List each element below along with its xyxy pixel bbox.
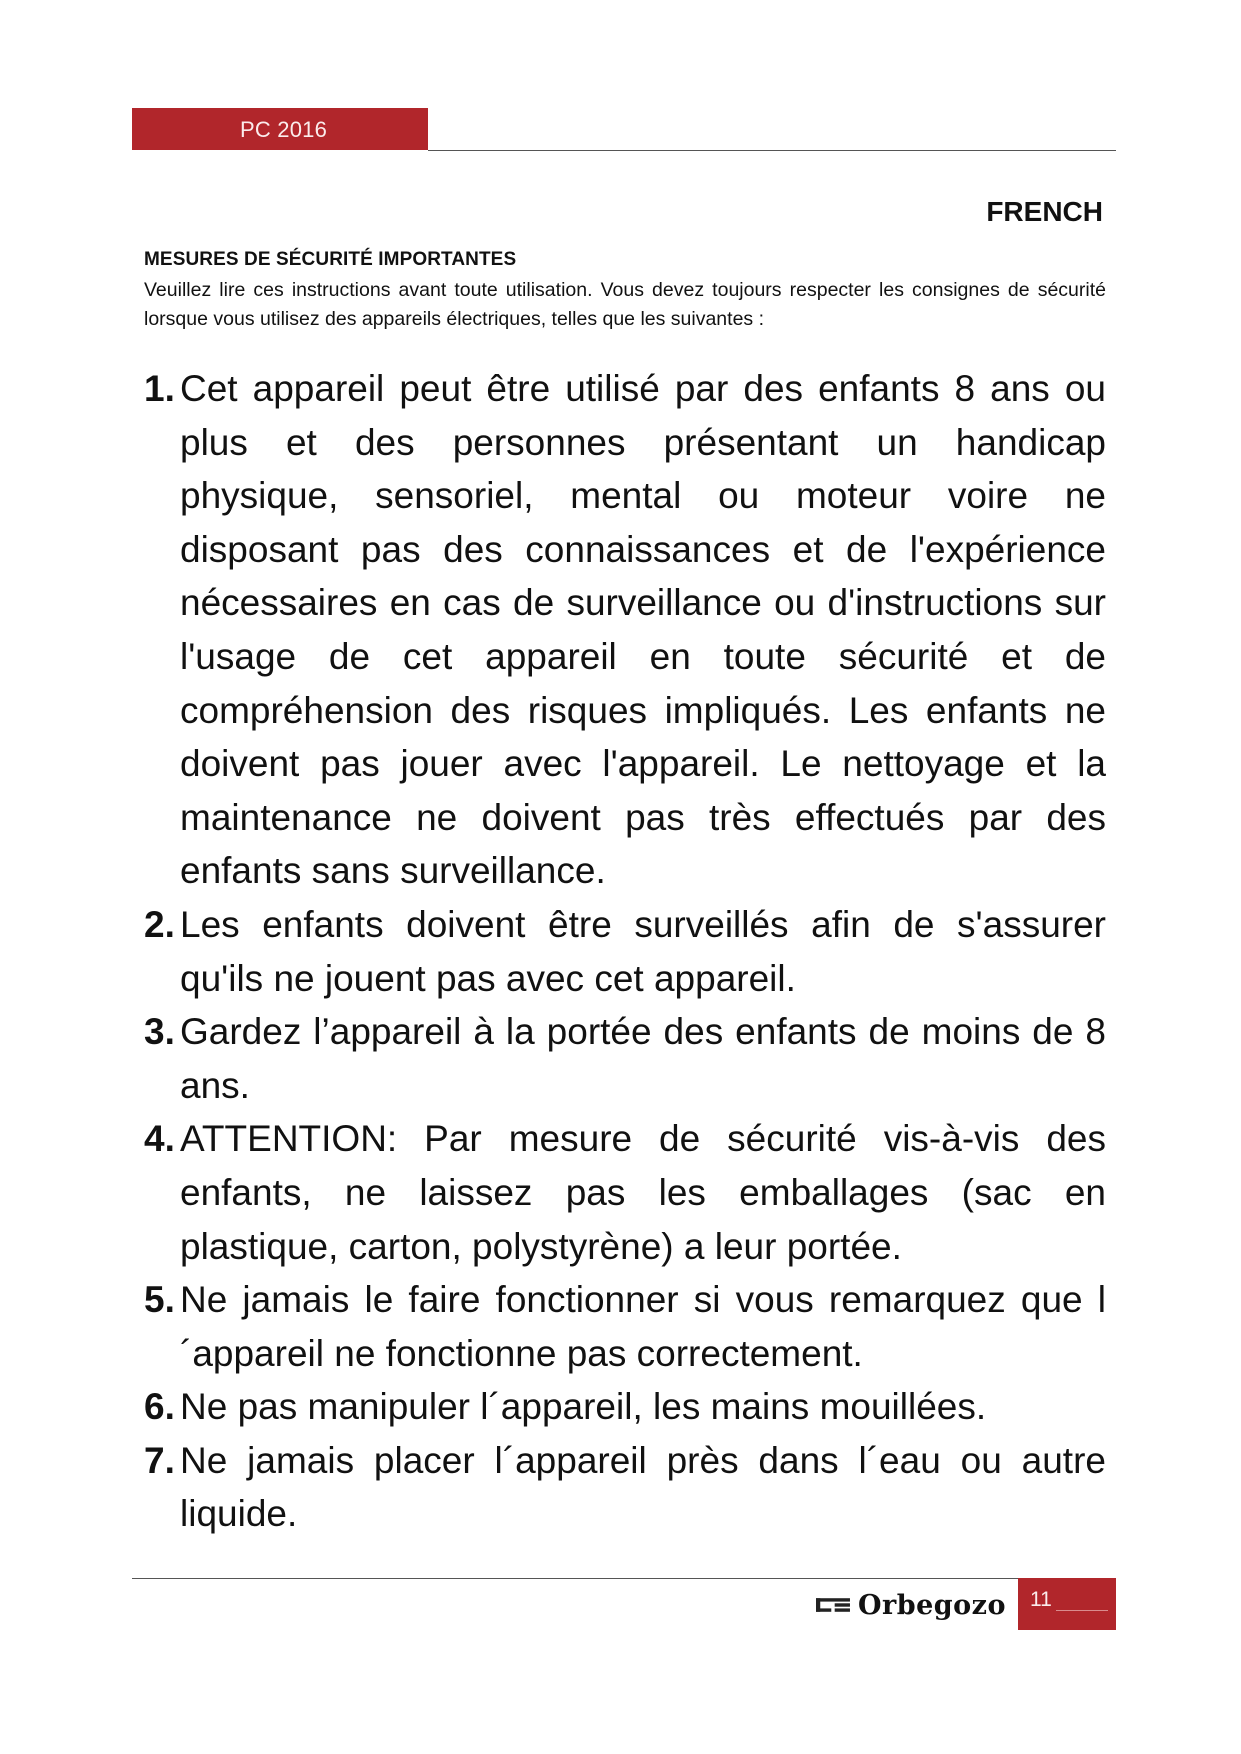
brand-logo [816, 1587, 1006, 1623]
rule-text: Ne jamais le faire fonctionner si vous remarquez que l´appareil ne fonctionne pas correctement. [180, 1279, 1106, 1374]
rule-item-3 [144, 1005, 1106, 1112]
rule-text: ATTENTION: Par mesure de sécurité vis-à-vis des enfants, ne laissez pas les emballages (sac en plastique, carton, polystyrène) a leur portée. [180, 1118, 1106, 1267]
rule-number: 5. [144, 1279, 175, 1321]
rule-text: Les enfants doivent être surveillés afin de s'assurer qu'ils ne jouent pas avec cet appareil. [180, 903, 1106, 999]
intro-paragraph: Veuillez lire ces instructions avant toute utilisation. Vous devez toujours respecter les consignes de sécurité lorsque vous utilisez des appareils électriques, telles que les suivantes : [144, 279, 1106, 330]
page-box-line [1056, 1610, 1108, 1611]
brand-name: Orbegozo [857, 1589, 1006, 1621]
page-number-box [1018, 1578, 1116, 1630]
header-divider [428, 150, 1116, 151]
rule-item-7 [144, 1434, 1106, 1541]
rule-text: Cet appareil peut être utilisé par des enfants 8 ans ou plus et des personnes présentant un handicap physique, sensoriel, mental ou moteur voire ne disposant pas des connaissances et de l'expérience nécessaires en cas de surveillance ou d'instructions sur l'usage de cet appareil en toute sécurité et de compréhension des risques impliqués. Les enfants ne doivent pas jouer avec l'appareil. Le nettoyage et la maintenance ne doivent pas très effectués par des enfants sans surveillance. [180, 368, 1106, 892]
rule-number: 2. [144, 903, 175, 945]
rule-item-6 [144, 1380, 1106, 1434]
safety-rules-list [144, 362, 1106, 1541]
rule-item-1 [144, 362, 1106, 898]
brand-mark-icon [816, 1593, 850, 1617]
rule-item-2 [144, 898, 1106, 1005]
rule-number: 1. [144, 368, 175, 409]
rule-number: 6. [144, 1386, 175, 1428]
section-title: MESURES DE SÉCURITÉ IMPORTANTES [144, 249, 517, 270]
rule-text: Ne pas manipuler l´appareil, les mains mouillées. [180, 1386, 987, 1428]
footer-divider [132, 1578, 1018, 1579]
rule-item-5 [144, 1273, 1106, 1380]
rule-number: 4. [144, 1118, 175, 1160]
rule-number: 7. [144, 1439, 175, 1481]
page-number: 11 [1030, 1588, 1052, 1611]
model-label: PC 2016 [240, 117, 328, 142]
language-heading: FRENCH [986, 196, 1103, 227]
rule-item-4 [144, 1112, 1106, 1273]
rule-text: Ne jamais placer l´appareil près dans l´eau ou autre liquide. [180, 1439, 1106, 1535]
rule-text: Gardez l’appareil à la portée des enfants de moins de 8 ans. [180, 1011, 1106, 1106]
header-tab [132, 108, 428, 150]
rule-number: 3. [144, 1011, 175, 1053]
